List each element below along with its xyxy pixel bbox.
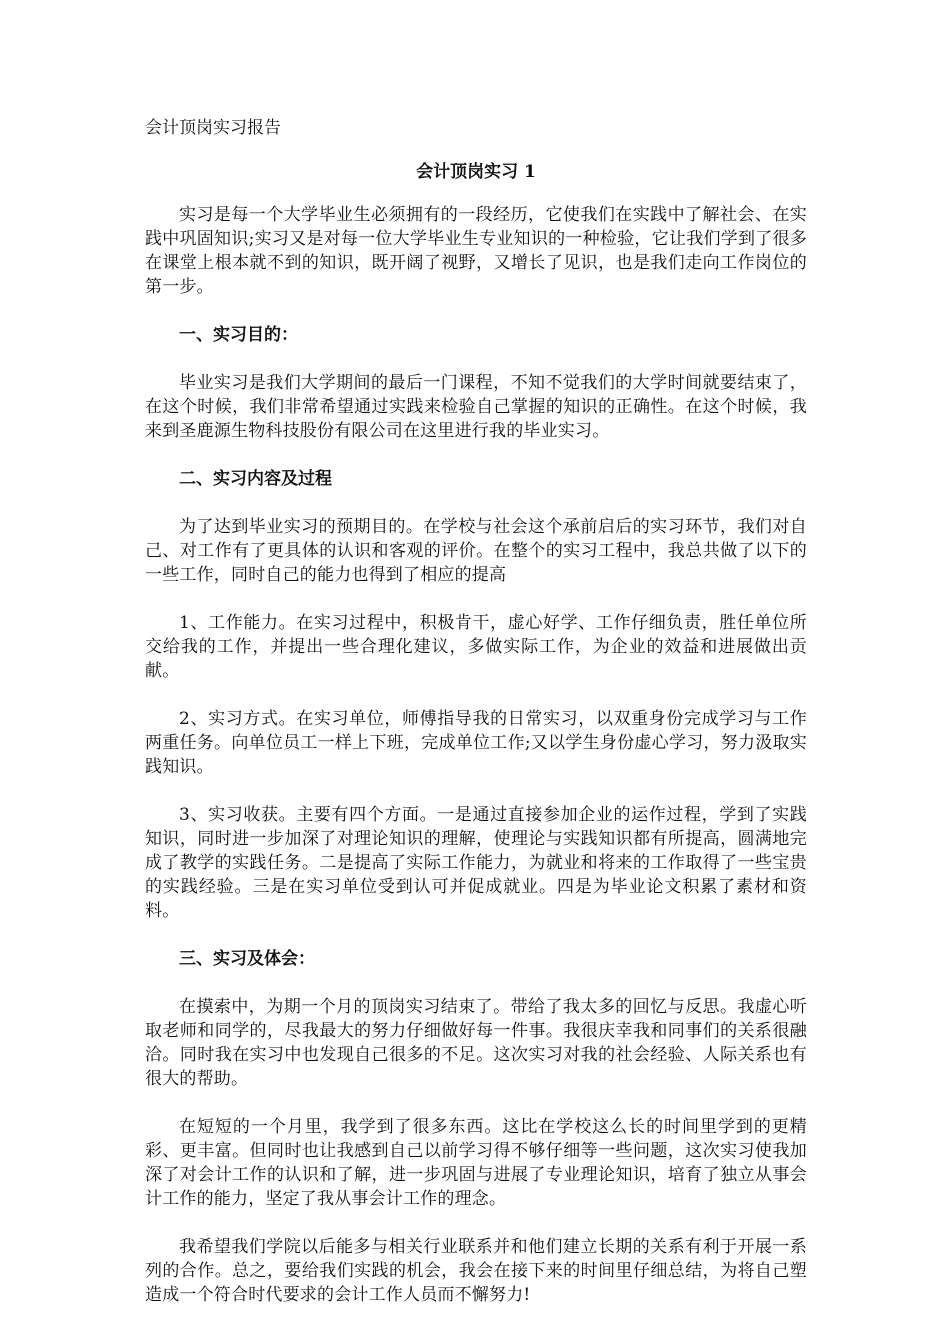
document-body (145, 203, 807, 1331)
heading-experience: 三、实习及体会： (179, 949, 315, 969)
paragraph-intro: 实习是每一个大学毕业生必须拥有的一段经历，它使我们在实践中了解社会、在实践中巩固知识;实习又是对每一位大学毕业生专业知识的一种检验，它让我们学到了很多在课堂上根本就不到的知识，既开阔了视野，又增长了见识，也是我们走向工作岗位的第一步。 (145, 205, 807, 297)
heading-content-process: 二、实习内容及过程 (179, 469, 332, 489)
paragraph-work-ability: 1、工作能力。在实习过程中，积极肯干，虚心好学、工作仔细负责，胜任单位所交给我的工作，并提出一些合理化建议，多做实际工作，为企业的效益和进展做出贡献。 (145, 613, 807, 681)
document-title: 会计顶岗实习报告 (145, 118, 281, 138)
paragraph-internship-gains: 3、实习收获。主要有四个方面。一是通过直接参加企业的运作过程，学到了实践知识，同时进一步加深了对理论知识的理解，使理论与实践知识都有所提高，圆满地完成了教学的实践任务。二是提高了实际工作能力，为就业和将来的工作取得了一些宝贵的实践经验。三是在实习单位受到认可并促成就业。四是为毕业论文积累了素材和资料。 (145, 805, 807, 921)
paragraph-experience-1: 在摸索中，为期一个月的顶岗实习结束了。带给了我太多的回忆与反思。我虚心听取老师和同学的，尽我最大的努力仔细做好每一件事。我很庆幸我和同事们的关系很融洽。同时我在实习中也发现自己很多的不足。这次实习对我的社会经验、人际关系也有很大的帮助。 (145, 997, 807, 1089)
paragraph-content-process: 为了达到毕业实习的预期目的。在学校与社会这个承前启后的实习环节，我们对自己、对工作有了更具体的认识和客观的评价。在整个的实习工程中，我总共做了以下的一些工作，同时自己的能力也得到了相应的提高 (145, 517, 807, 585)
paragraph-internship-method: 2、实习方式。在实习单位，师傅指导我的日常实习，以双重身份完成学习与工作两重任务。向单位员工一样上下班，完成单位工作;又以学生身份虚心学习，努力汲取实践知识。 (145, 709, 807, 777)
heading-purpose: 一、实习目的： (179, 325, 298, 345)
paragraph-conclusion: 我希望我们学院以后能多与相关行业联系并和他们建立长期的关系有利于开展一系列的合作。总之，要给我们实践的机会，我会在接下来的时间里仔细总结，为将自己塑造成一个符合时代要求的会计工作人员而不懈努力! (145, 1237, 807, 1305)
section-title: 会计顶岗实习 1 (416, 162, 536, 182)
paragraph-purpose: 毕业实习是我们大学期间的最后一门课程，不知不觉我们的大学时间就要结束了，在这个时候，我们非常希望通过实践来检验自己掌握的知识的正确性。在这个时候，我来到圣鹿源生物科技股份有限公司在这里进行我的毕业实习。 (145, 373, 807, 441)
paragraph-experience-2: 在短短的一个月里，我学到了很多东西。这比在学校这么长的时间里学到的更精彩、更丰富。但同时也让我感到自己以前学习得不够仔细等一些问题，这次实习使我加深了对会计工作的认识和了解，进一步巩固与进展了专业理论知识，培育了独立从事会计工作的能力，坚定了我从事会计工作的理念。 (145, 1117, 807, 1209)
